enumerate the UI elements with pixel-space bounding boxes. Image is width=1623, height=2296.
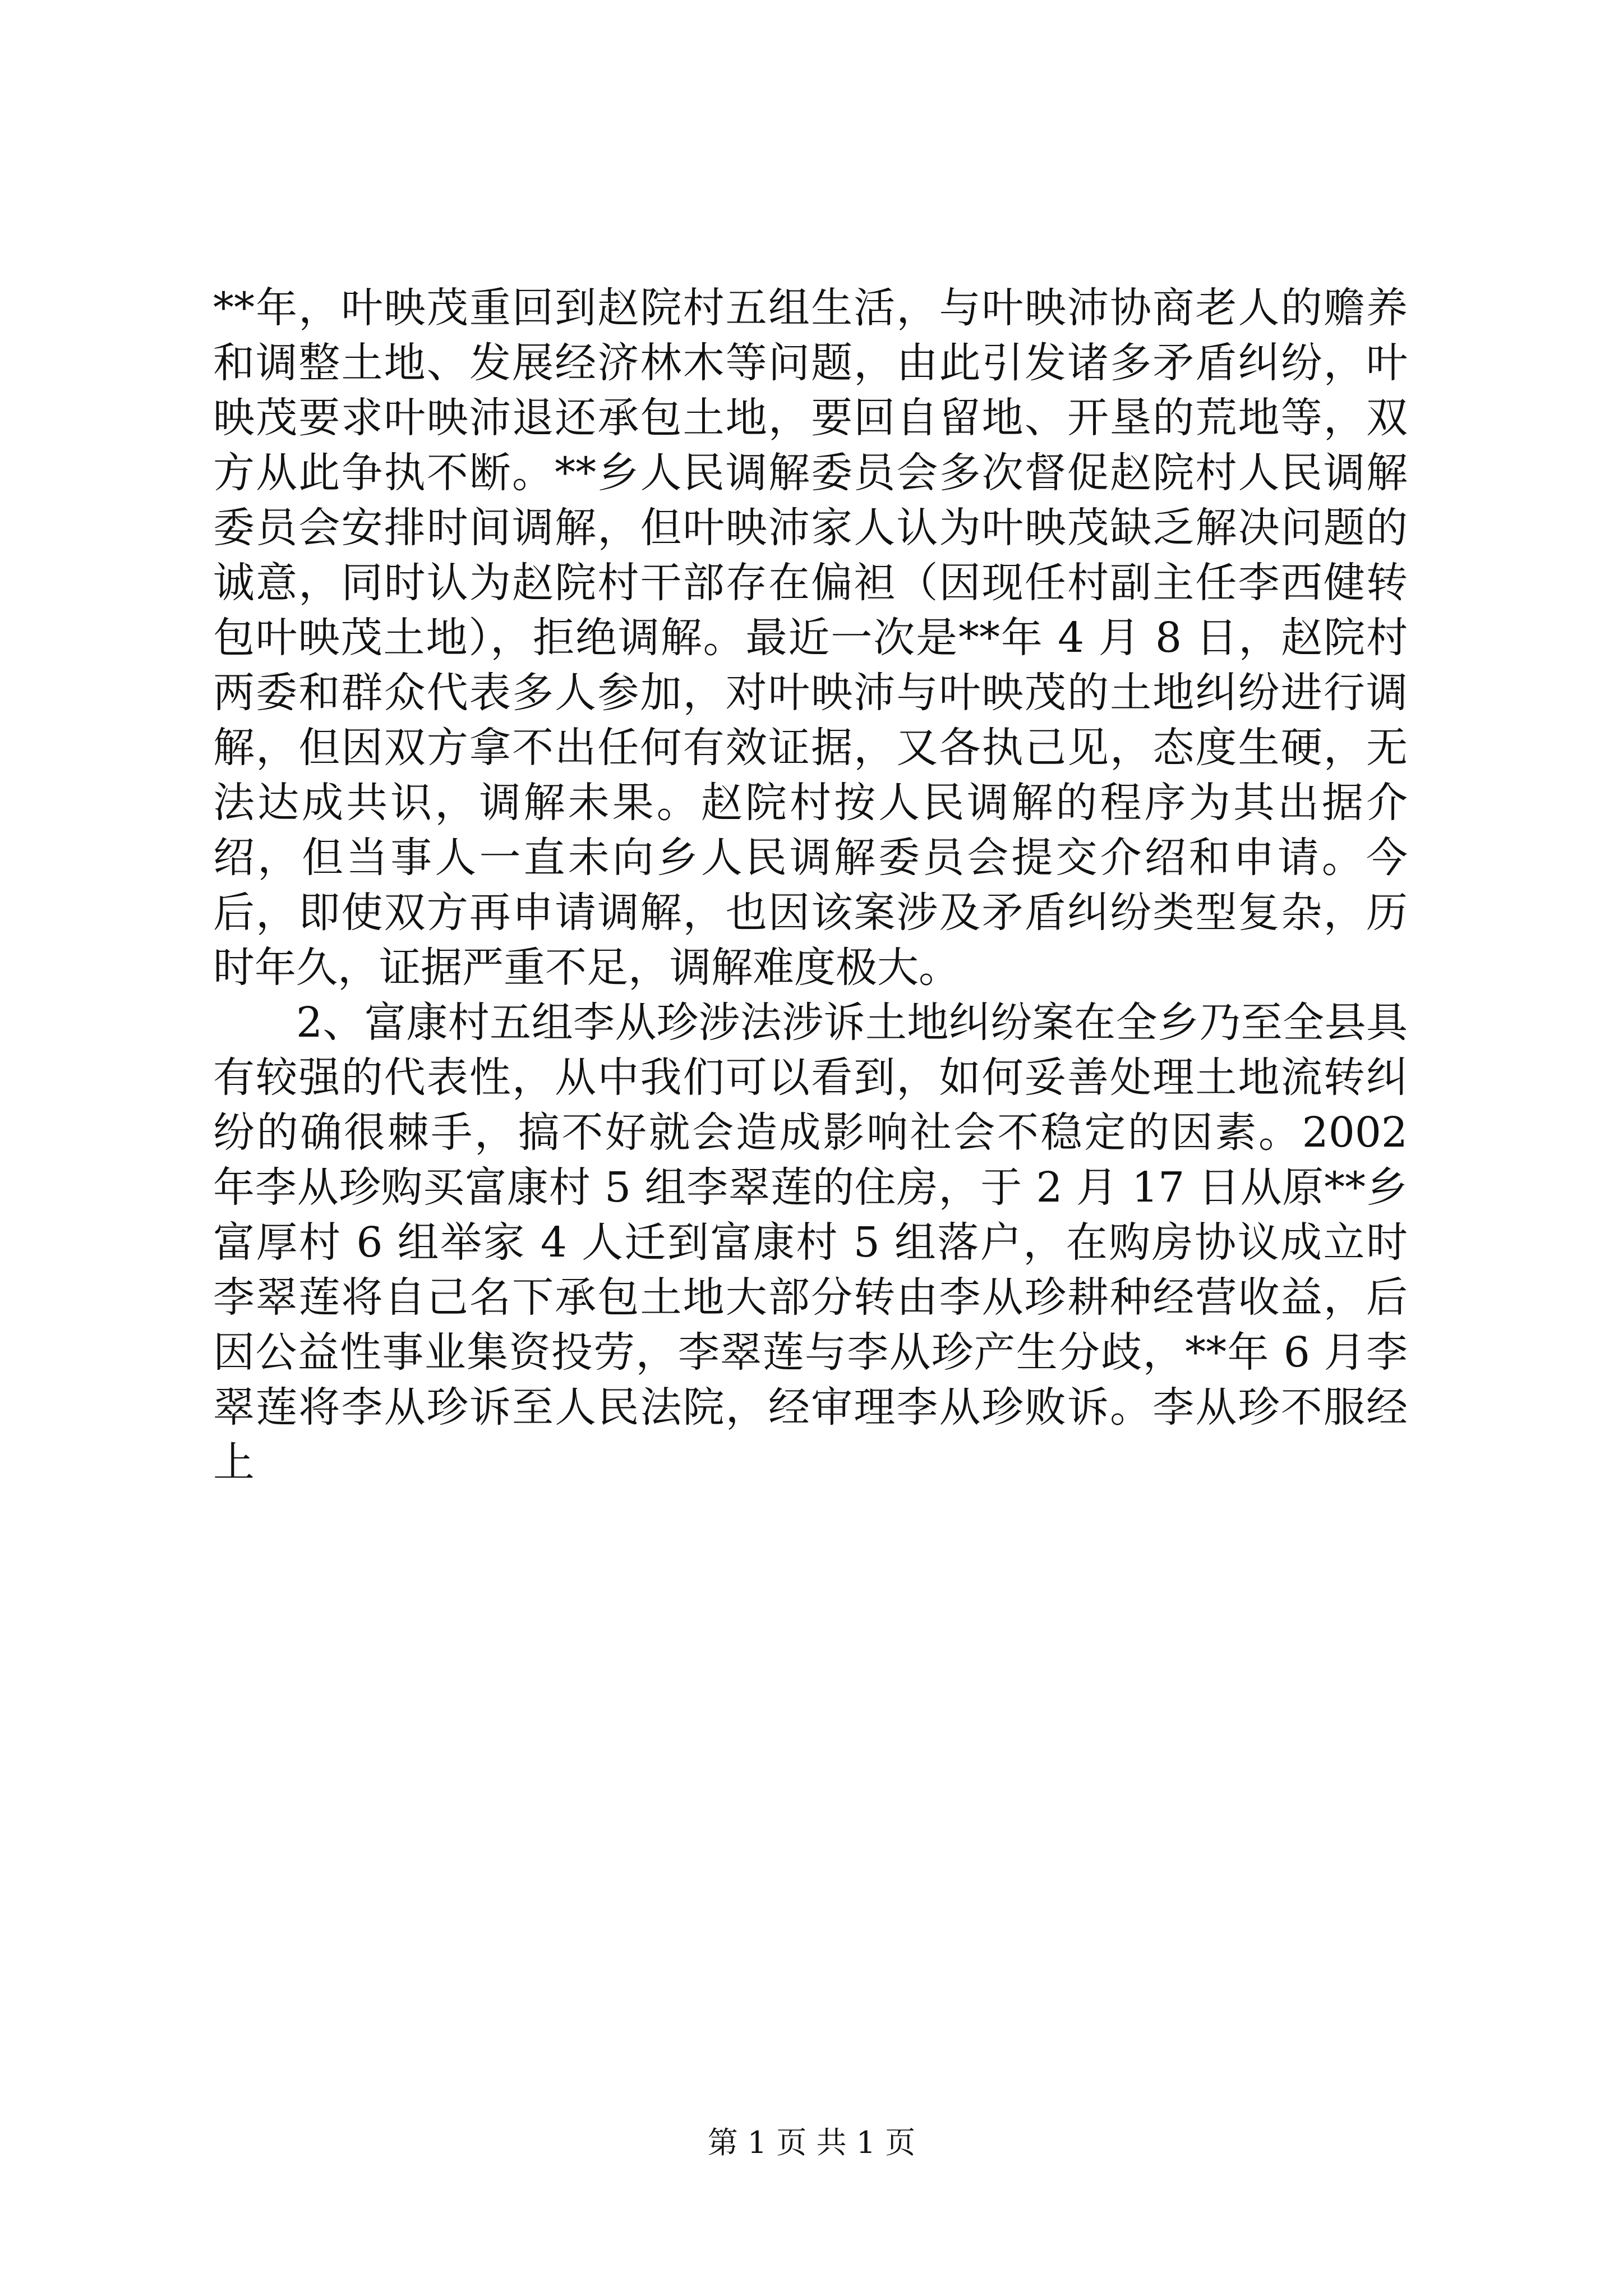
body-paragraph-2: 2、富康村五组李从珍涉法涉诉土地纠纷案在全乡乃至全县具有较强的代表性，从中我们可以看到，如何妥善处理土地流转纠纷的确很棘手，搞不好就会造成影响社会不稳定的因素。2002 年李从珍购买富康村 5 组李翠莲的住房，于 2 月 17 日从原**乡富厚村 6 组举家 4 人迁到富康村 5 组落户，在购房协议成立时李翠莲将自己名下承包土地大部分转由李从珍耕种经营收益，后因公益性事业集资投劳，李翠莲与李从珍产生分歧，**年 6 月李翠莲将李从珍诉至人民法院，经审理李从珍败诉。李从珍不服经上 [213,999,1408,1487]
document-body [213,280,1408,1490]
body-paragraph-1: **年，叶映茂重回到赵院村五组生活，与叶映沛协商老人的赡养和调整土地、发展经济林木等问题，由此引发诸多矛盾纠纷，叶映茂要求叶映沛退还承包土地，要回自留地、开垦的荒地等，双方从此争执不断。**乡人民调解委员会多次督促赵院村人民调解委员会安排时间调解，但叶映沛家人认为叶映茂缺乏解决问题的诚意，同时认为赵院村干部存在偏袒（因现任村副主任李西健转包叶映茂土地），拒绝调解。最近一次是**年 4 月 8 日，赵院村两委和群众代表多人参加，对叶映沛与叶映茂的土地纠纷进行调解，但因双方拿不出任何有效证据，又各执己见，态度生硬，无法达成共识，调解未果。赵院村按人民调解的程序为其出据介绍，但当事人一直未向乡人民调解委员会提交介绍和申请。今后，即使双方再申请调解，也因该案涉及矛盾纠纷类型复杂，历时年久，证据严重不足，调解难度极大。 [213,284,1408,992]
page-footer [0,2123,1623,2162]
page-number-label: 第 1 页 共 1 页 [707,2125,916,2160]
